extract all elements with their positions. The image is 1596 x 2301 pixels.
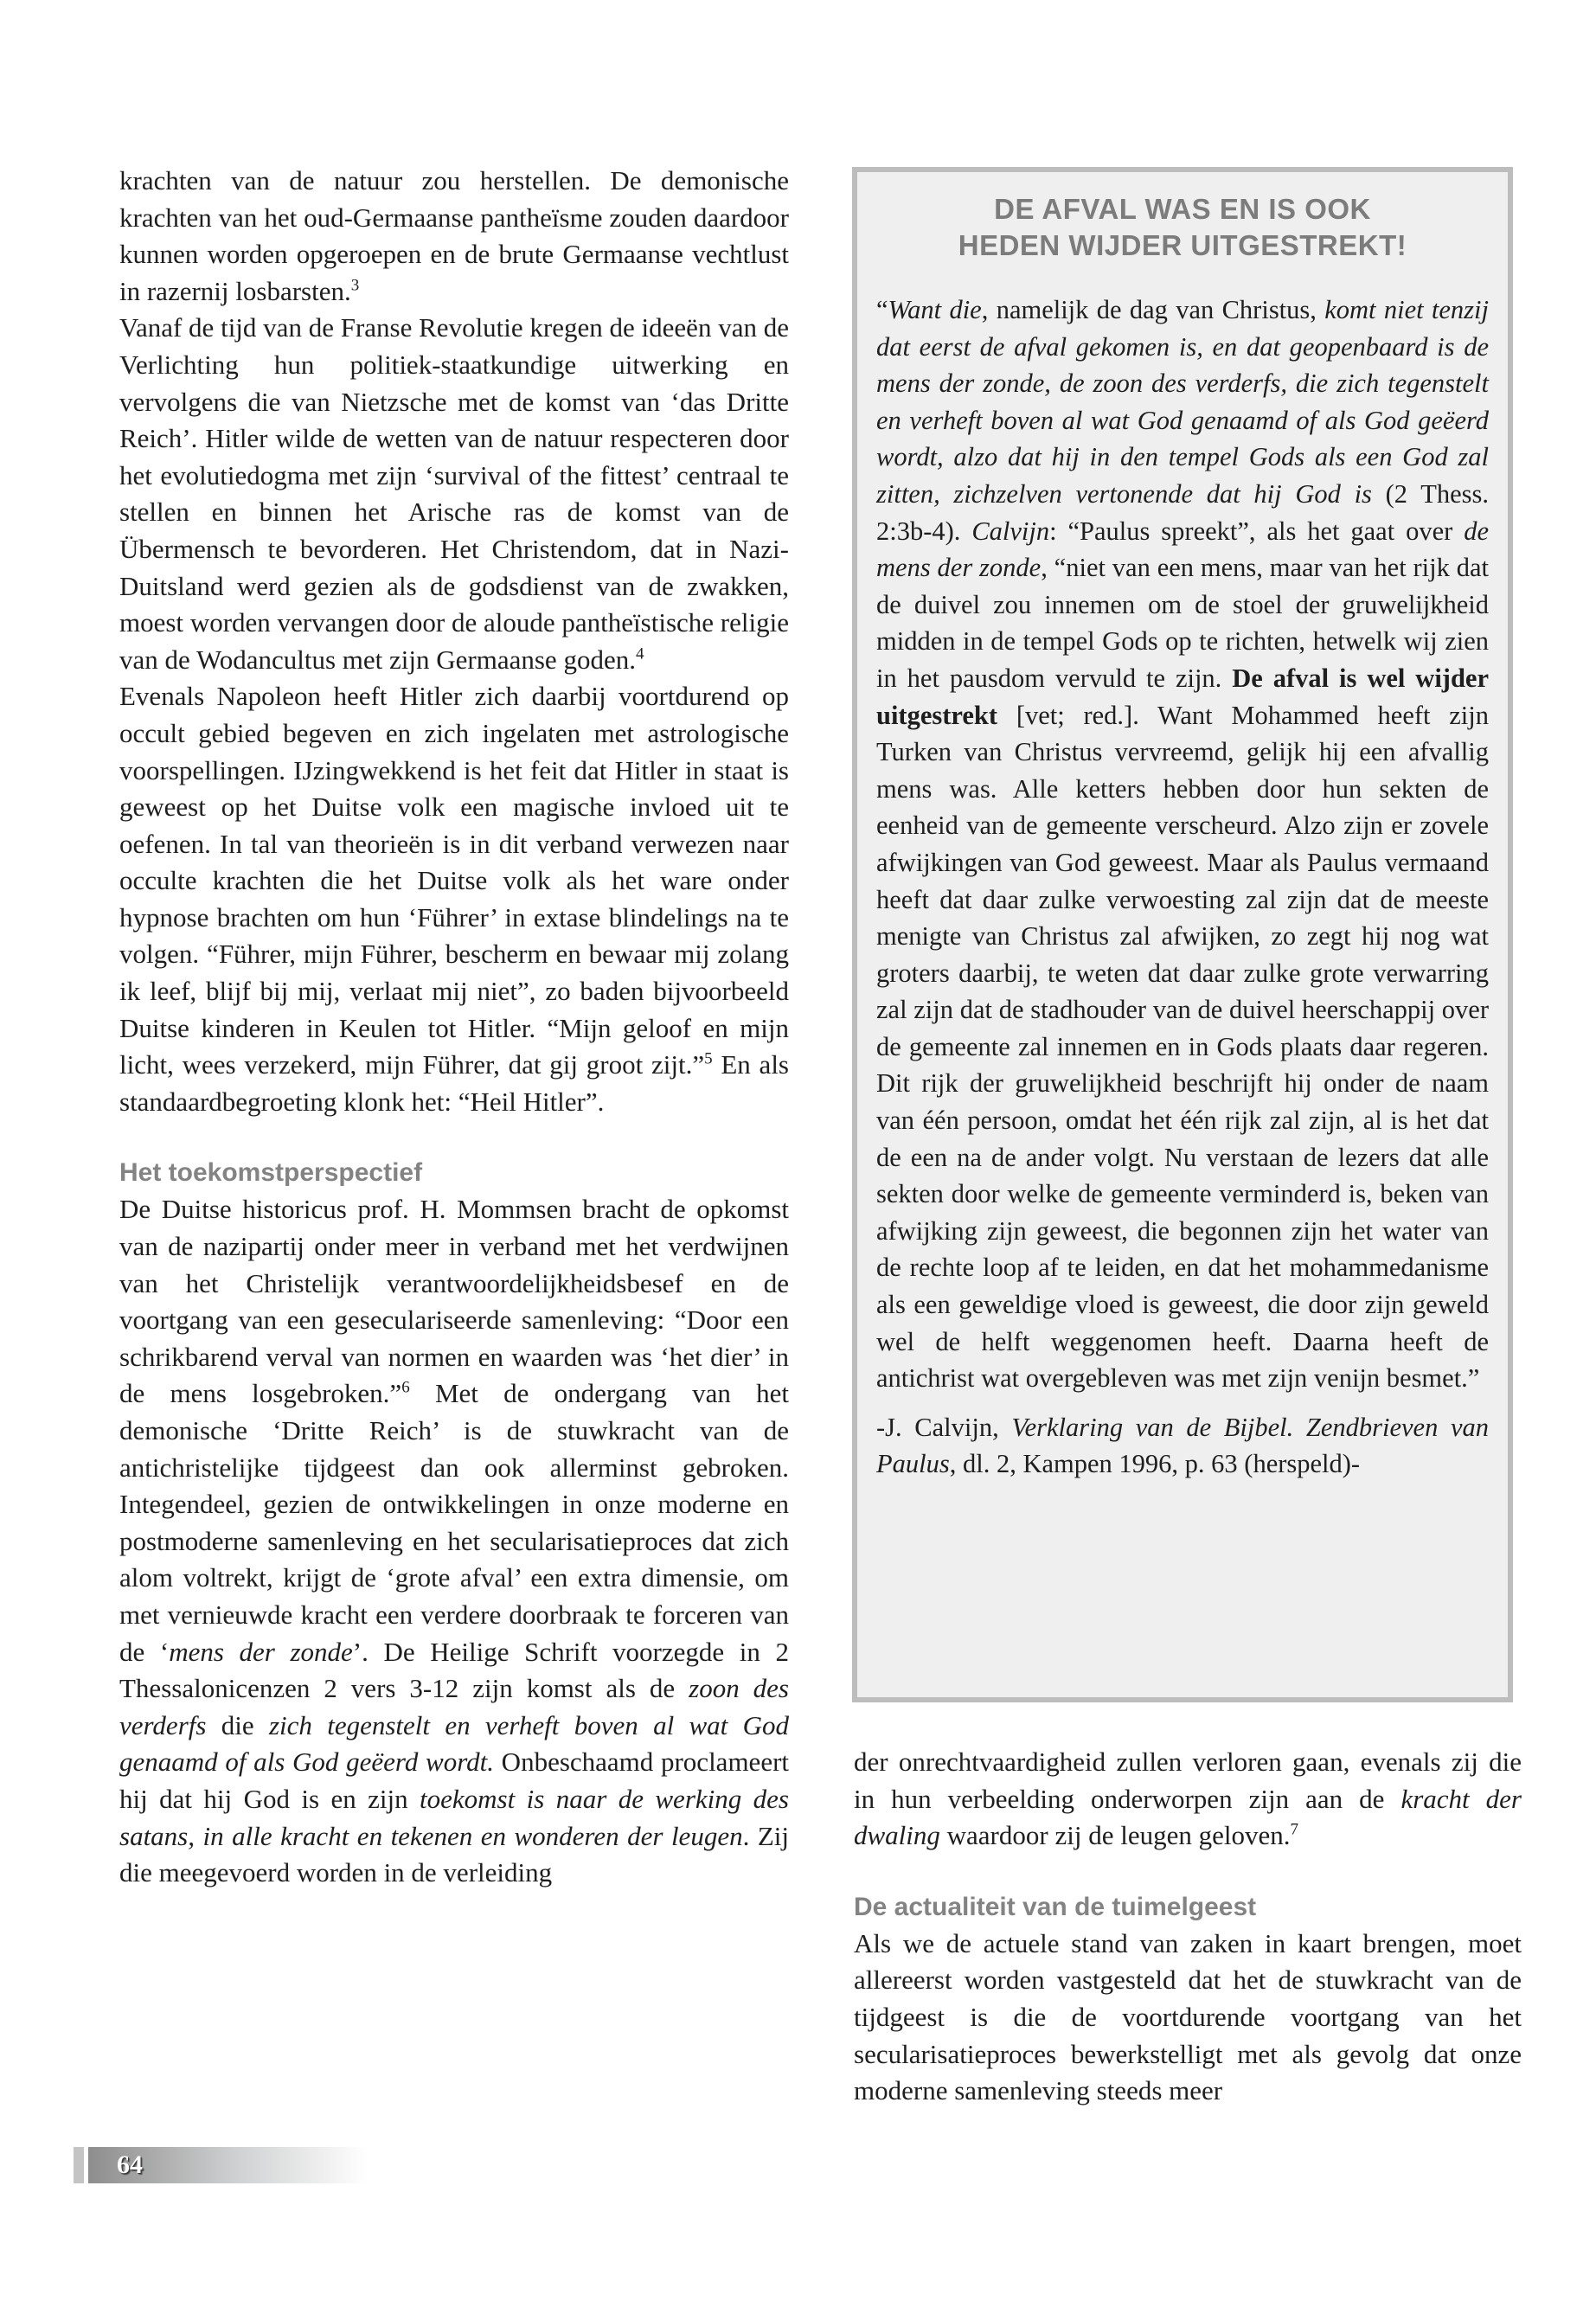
text-run: der onrechtvaardigheid zullen verloren gaan, evenals zij die in hun verbeelding onderworpen zijn aan de [854, 1747, 1522, 1814]
paragraph [119, 163, 789, 310]
italic-run: zich tegenstelt en verheft boven al wat God genaamd of als God geëerd wordt. [119, 1709, 789, 1778]
text-run: Als we de actuele stand van zaken in kaart brengen, moet allereerst worden vastgesteld dat het de stuwkracht van de tijdgeest is die de voortdurende voortgang van het secularisatieproces bewerkstelligt met als gevolg dat onze moderne samenleving steeds meer [854, 1927, 1522, 2106]
paragraph [119, 678, 789, 1120]
text-run: (2 Thess. 2:3b-4). [876, 478, 1490, 546]
section-heading: Het toekomstperspectief [119, 1158, 423, 1188]
paragraph [854, 1744, 1522, 1855]
text-run: : “Paulus spreekt”, als het gaat over [1049, 516, 1465, 546]
text-run: . Zij die meegevoerd worden in de verleiding [119, 1820, 789, 1888]
box-citation [876, 1409, 1489, 1483]
italic-run: kracht der dwaling [854, 1783, 1522, 1851]
box-title-line: DE AFVAL WAS EN IS OOK [994, 193, 1371, 225]
paragraph [119, 1191, 789, 1891]
text-run: Evenals Napoleon heeft Hitler zich daarbij voortdurend op occult gebied begeven en zich ingelaten met astrologische voorspellingen. IJzingwekkend is het feit dat Hitler in staat is geweest op het Duitse volk een magische invloed uit te oefenen. In tal van theorieën is in dit verband verwezen naar occulte krachten die het Duitse volk als het ware onder hypnose brachten om hun ‘Führer’ in extase blindelings na te volgen. “Führer, mijn Führer, bescherm en bewaar mij zolang ik leef, blijf bij mij, verlaat mij niet”, zo baden bijvoorbeeld Duitse kinderen in Keulen tot Hitler. “Mijn geloof en mijn licht, wees verzekerd, mijn Führer, dat gij groot zijt.” [119, 681, 789, 1080]
page-number: 64 [117, 2150, 143, 2179]
text-run: En als standaardbegroeting klonk het: “Heil Hitler”. [119, 1049, 789, 1117]
text-run: [vet; red.]. Want Mohammed heeft zijn Turken van Christus vervreemd, gelijk hij een afvallig mens was. Alle ketters hebben door hun sekten de eenheid van de gemeente verscheurd. Alzo zijn er zovele afwijkingen van God geweest. Maar als Paulus vermaand heeft dat daar zulke verwoesting zal zijn dat de meeste menigte van Christus zal afwijken, zo zegt hij nog wat groters daarbij, te weten dat daar zulke grote verwarring zal zijn dat de stadhouder van de duivel heerschappij over de gemeente zal innemen en in Gods plaats daar regeren. Dit rijk der gruwelijkheid beschrijft hij onder de naam van één persoon, omdat het één rijk zal zijn, al is het dat de een na de ander volgt. Nu verstaan de lezers dat alle sekten door welke de gemeente verminderd is, beken van afwijking zijn geweest, die begonnen zijn het water van de rechte loop af te leiden, en dat het mohammedanisme als een geweldige vloed is geweest, die door zijn geweld wel de helft weggenomen heeft. Daarna heeft de antichrist wat overgebleven was met zijn venijn besmet.” [876, 700, 1489, 1394]
spacer [119, 1120, 789, 1155]
italic-run: Verklaring van de Bijbel. Zendbrieven van Paulus [876, 1412, 1489, 1479]
section-heading: De actualiteit van de tuimelgeest [854, 1892, 1257, 1921]
footnote-ref: 5 [704, 1049, 713, 1068]
text-run: , dl. 2, Kampen 1996, p. 63 (herspeld)- [949, 1449, 1361, 1479]
text-run: ’. De Heilige Schrift voorzegde in 2 Thessalonicenzen 2 vers 3-12 zijn komst als de [119, 1636, 789, 1704]
italic-run: de mens der zonde [876, 516, 1489, 583]
left-column [119, 163, 789, 1892]
italic-run: Want die [888, 295, 982, 324]
text-run: krachten van de natuur zou herstellen. De demonische krachten van het oud-Germaanse pantheïsme zouden daardoor kunnen worden opgeroepen en de brute Germaanse vechtlust in razernij losbarsten. [119, 165, 789, 306]
text-run: die [206, 1709, 269, 1740]
text-run: De Duitse historicus prof. H. Mommsen bracht de opkomst van de nazipartij onder meer in verband met het verdwijnen van het Christelijk verantwoordelijkheidsbesef en de voortgang van een geseculariseerde samenleving: “Door een schrikbarend verval van normen en waarden was ‘het dier’ in de mens losgebroken.” [119, 1194, 789, 1409]
text-run: , namelijk de dag van Christus, [981, 295, 1325, 324]
footnote-ref: 4 [635, 644, 644, 663]
paragraph [854, 1926, 1522, 2110]
footnote-ref: 6 [401, 1379, 410, 1398]
box-title-line: HEDEN WIJDER UITGESTREKT! [958, 229, 1407, 261]
text-run: , “niet van een mens, maar van het rijk dat de duivel zou innemen om de stoel der gruwelijkheid midden in de tempel Gods op te richten, hetwelk wij zien in het pausdom vervuld te zijn. [876, 553, 1489, 693]
box-title [857, 191, 1508, 264]
italic-run: mens der zonde [169, 1636, 353, 1667]
italic-run: zoon des verderfs [119, 1673, 789, 1740]
footnote-ref: 7 [1290, 1820, 1298, 1839]
spacer [854, 1855, 1522, 1889]
italic-run: toekomst is naar de werking des satans, in alle kracht en tekenen en wonderen der leugen [119, 1783, 789, 1851]
footnote-ref: 3 [350, 276, 360, 295]
text-run: Met de ondergang van het demonische ‘Dritte Reich’ is de stuwkracht van de antichristelijke tijdgeest dan ook allerminst gebroken. Integendeel, gezien de ontwikkelingen in onze moderne en postmoderne samenleving en het secularisatieproces dat zich alom voltrekt, krijgt de ‘grote afval’ een extra dimensie, om met vernieuwde kracht een verdere doorbraak te forceren van de ‘ [119, 1378, 789, 1667]
paragraph [119, 310, 789, 678]
sidebar-quote-box [852, 167, 1513, 1702]
page-number-bar [74, 2147, 368, 2183]
text-run: “ [876, 295, 888, 324]
italic-run: komt niet tenzij dat eerst de afval gekomen is, en dat geopenbaard is de mens der zonde, de zoon des verderfs, die zich tegenstelt en verheft boven al wat God genaamd of als God geëerd wordt, alzo dat hij in den tempel Gods als een God zal zitten, zichzelven vertonende dat hij God is [876, 295, 1489, 509]
bold-run: De afval is wel wijder uitgestrekt [876, 663, 1489, 730]
box-quote [876, 292, 1489, 1397]
text-run: Vanaf de tijd van de Franse Revolutie kregen de ideeën van de Verlichting hun politiek-staatkundige uitwerking en vervolgens die van Nietzsche met de komst van ‘das Dritte Reich’. Hitler wilde de wetten van de natuur respecteren door het evolutiedogma met zijn ‘survival of the fittest’ centraal te stellen en binnen het Arische ras de komst van de Übermensch te bevorderen. Het Christendom, dat in Nazi-Duitsland werd gezien als de godsdienst van de zwakken, moest worden vervangen door de aloude pantheïstische religie van de Wodancultus met zijn Germaanse goden. [119, 312, 789, 675]
italic-run: Calvijn [971, 516, 1050, 546]
text-run: Onbeschaamd proclameert hij dat hij God is en zijn [119, 1747, 790, 1814]
right-column [854, 1744, 1522, 2110]
text-run: waardoor zij de leugen geloven. [939, 1820, 1291, 1851]
text-run: -J. Calvijn, [876, 1412, 1012, 1442]
